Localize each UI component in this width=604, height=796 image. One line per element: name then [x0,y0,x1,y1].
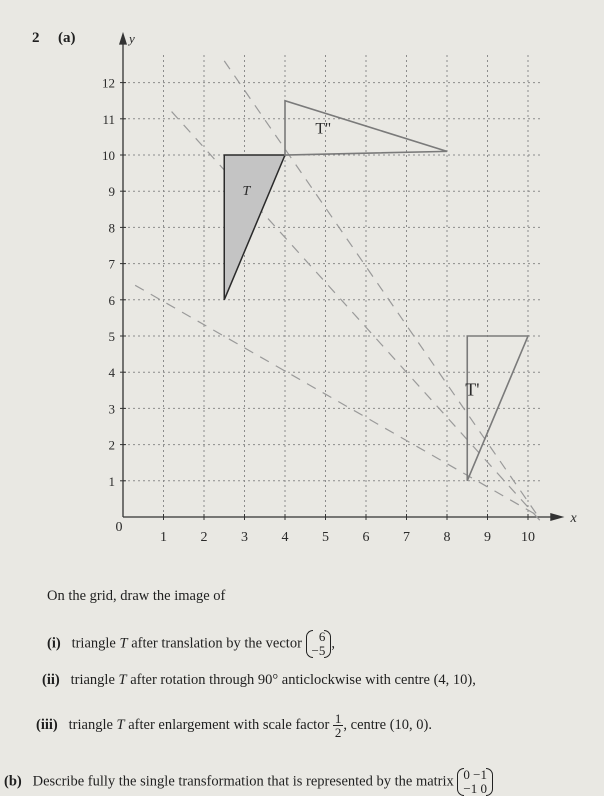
fraction-numerator: 1 [334,711,342,726]
x-tick-label: 7 [403,530,410,545]
x-tick-label: 10 [521,530,535,545]
question-i [47,630,335,658]
question-ii-text2: after rotation through 90° anticlockwise with centre (4, 10), [130,672,476,688]
x-tick-label: 8 [443,530,451,545]
x-axis-arrow [550,513,564,521]
y-tick-label: 11 [102,111,115,127]
translation-vector [306,630,332,658]
question-ii [42,672,476,689]
y-tick-label: 2 [108,437,115,453]
fraction-denominator: 2 [334,725,342,740]
intro-text: On the grid, draw the image of [47,588,226,604]
x-tick-label: 5 [322,530,329,545]
rotated-triangle-label: T'' [315,120,331,138]
question-iii-text2: after enlargement with scale factor [128,716,330,733]
question-iii-number: (iii) [36,716,58,733]
question-i-T: T [119,635,128,652]
x-tick-label: 6 [362,530,370,545]
vector-top: 6 [318,629,326,644]
x-tick-label: 3 [241,530,248,545]
question-iii-T: T [116,716,125,733]
question-i-text2: after translation by the vector [131,635,302,652]
y-tick-label: 7 [108,256,115,272]
construction-line [224,61,536,514]
y-tick-label: 6 [108,292,115,308]
shapes [135,61,540,521]
question-i-number: (i) [47,635,61,652]
y-axis-label: y [129,30,135,46]
matrix-bottom-row: −1 0 [463,781,488,796]
question-part-a: (a) [58,30,76,46]
y-tick-label: 3 [108,401,115,417]
triangle-T [224,155,285,300]
question-ii-T: T [118,672,127,688]
transformation-matrix [457,768,493,796]
x-tick-label: 1 [160,530,167,545]
y-tick-label: 10 [102,148,115,163]
translated-triangle-label: T' [465,379,480,400]
question-b-number: (b) [4,773,22,790]
y-tick-label: 1 [108,473,115,489]
construction-line [135,285,540,517]
question-b [4,768,493,796]
axes [119,32,564,521]
tick-labels [102,31,578,545]
y-tick-label: 9 [108,184,115,200]
vector-bottom: −5 [311,643,326,658]
grid-lines [123,54,540,517]
y-tick-label: 5 [108,329,115,344]
y-tick-label: 8 [108,220,115,236]
question-iii-text: triangle [68,716,113,733]
scale-factor-fraction [333,712,344,739]
triangle-T-label: T [242,183,251,199]
origin-label: 0 [115,520,123,535]
question-b-text: Describe fully the single transformation that is represented by the matrix [32,773,454,790]
y-tick-label: 12 [102,75,115,91]
question-i-end: , [331,635,335,652]
question-i-text: triangle [71,635,116,652]
x-tick-label: 4 [281,530,289,545]
x-tick-label: 9 [484,530,491,545]
question-number: 2 [32,30,40,46]
question-iii-text3: , centre (10, 0). [343,716,432,733]
y-tick-label: 4 [108,365,115,381]
matrix-top-row: 0 −1 [463,767,488,782]
x-tick-label: 2 [200,530,208,545]
question-iii [36,712,432,739]
question-ii-number: (ii) [42,672,60,688]
y-axis-arrow [119,32,127,45]
question-ii-text: triangle [70,672,115,688]
x-axis-label: x [570,511,577,526]
